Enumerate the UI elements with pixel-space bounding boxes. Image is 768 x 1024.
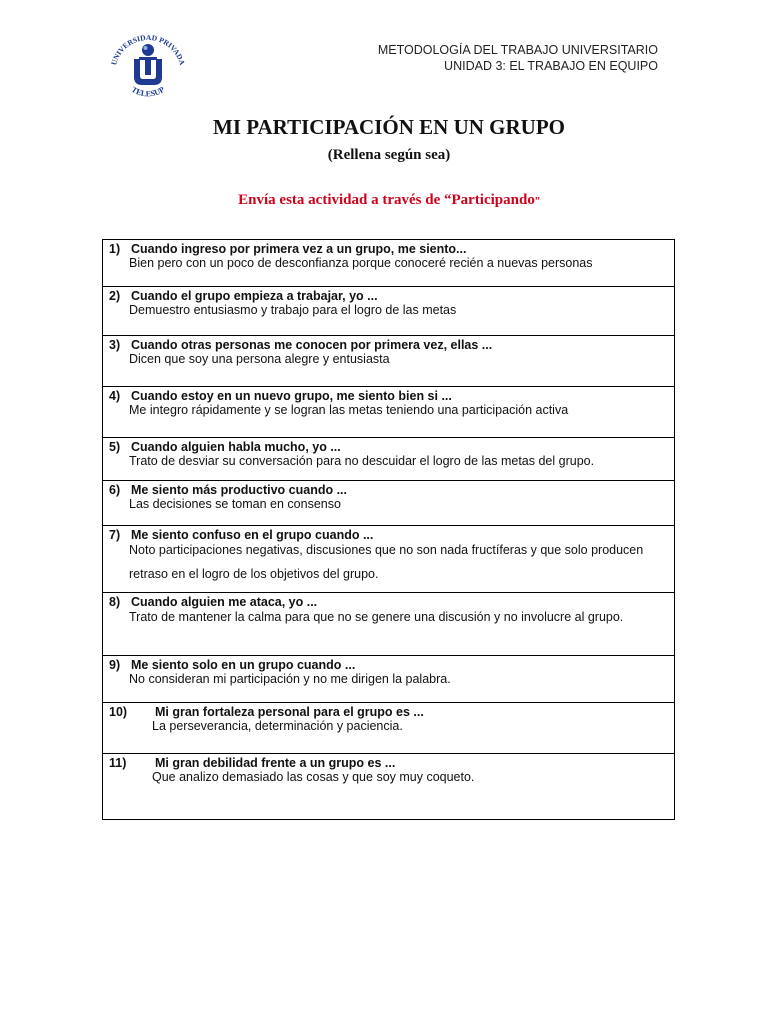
question <box>109 483 668 497</box>
answer-text: Las decisiones se toman en consenso <box>129 497 341 511</box>
question-text: Mi gran fortaleza personal para el grupo es ... <box>155 705 424 719</box>
question <box>109 389 668 403</box>
question <box>109 338 668 352</box>
submission-instruction <box>0 192 768 209</box>
question-cell <box>103 593 675 656</box>
question-number: 7) <box>109 528 121 542</box>
question-text: Cuando estoy en un nuevo grupo, me siento bien si ... <box>131 389 452 403</box>
table-row <box>103 593 675 656</box>
answer-text: Trato de desviar su conversación para no descuidar el logro de las metas del grupo. <box>129 454 595 468</box>
answer-text: Bien pero con un poco de desconfianza porque conoceré recién a nuevas personas <box>129 256 593 270</box>
answer-text: La perseverancia, determinación y paciencia. <box>152 719 403 733</box>
logo-text-top: UNIVERSIDAD PRIVADA <box>109 33 187 67</box>
svg-text:TELESUP <box>130 85 166 99</box>
answer-text: Demuestro entusiasmo y trabajo para el logro de las metas <box>129 303 457 317</box>
question-text: Mi gran debilidad frente a un grupo es ... <box>155 756 396 770</box>
question <box>109 440 668 454</box>
answer-text: Que analizo demasiado las cosas y que soy muy coqueto. <box>152 770 475 784</box>
question-number: 11) <box>109 756 127 770</box>
answer-text: No consideran mi participación y no me dirigen la palabra. <box>129 672 451 686</box>
question-cell <box>103 481 675 526</box>
question-cell <box>103 387 675 438</box>
question-text: Me siento solo en un grupo cuando ... <box>131 658 356 672</box>
question-number: 9) <box>109 658 121 672</box>
table-row <box>103 481 675 526</box>
question-cell <box>103 703 675 754</box>
question-text: Me siento más productivo cuando ... <box>131 483 348 497</box>
question-number: 1) <box>109 242 121 256</box>
course-name: METODOLOGÍA DEL TRABAJO UNIVERSITARIO <box>377 43 658 57</box>
table-row <box>103 438 675 481</box>
question-cell <box>103 287 675 336</box>
page-subtitle: (Rellena según sea) <box>327 147 451 163</box>
question-number: 4) <box>109 389 121 403</box>
question <box>109 242 668 256</box>
table-row <box>103 526 675 593</box>
question-cell <box>103 754 675 820</box>
question-text: Me siento confuso en el grupo cuando ... <box>131 528 374 542</box>
question <box>109 658 668 672</box>
question <box>109 705 668 719</box>
question-number: 5) <box>109 440 121 454</box>
table-row <box>103 703 675 754</box>
question-text: Cuando el grupo empieza a trabajar, yo ... <box>131 289 378 303</box>
question-cell <box>103 438 675 481</box>
university-logo <box>103 33 193 103</box>
question-text: Cuando alguien habla mucho, yo ... <box>131 440 341 454</box>
question-text: Cuando otras personas me conocen por primera vez, ellas ... <box>131 338 493 352</box>
question-cell <box>103 656 675 703</box>
question <box>109 289 668 303</box>
table-row <box>103 336 675 387</box>
page-title: MI PARTICIPACIÓN EN UN GRUPO <box>213 115 565 139</box>
answer-text: Trato de mantener la calma para que no se genere una discusión y no involucre al grupo. <box>129 610 624 624</box>
question-cell <box>103 526 675 593</box>
unit-name: UNIDAD 3: EL TRABAJO EN EQUIPO <box>444 59 658 73</box>
question-number: 8) <box>109 595 121 609</box>
document-header <box>378 42 658 74</box>
question-cell <box>103 336 675 387</box>
questionnaire-table <box>102 239 675 820</box>
instruction-text: Envía esta actividad a través de “Participando <box>238 192 535 208</box>
table-row <box>103 656 675 703</box>
question-cell <box>103 240 675 287</box>
answer-text: Dicen que soy una persona alegre y entusiasta <box>129 352 390 366</box>
question <box>109 756 668 770</box>
logo-text-bottom: TELESUP <box>129 84 167 99</box>
question-text: Cuando ingreso por primera vez a un grupo, me siento... <box>131 242 467 256</box>
answer-text: Me integro rápidamente y se logran las metas teniendo una participación activa <box>129 403 569 417</box>
table-row <box>103 387 675 438</box>
table-row <box>103 287 675 336</box>
instruction-quote-end: ” <box>534 196 540 207</box>
table-row <box>103 240 675 287</box>
question-number: 2) <box>109 289 121 303</box>
answer-text: Noto participaciones negativas, discusiones que no son nada fructíferas y que solo producen retraso en el logro de los objetivos del grupo. <box>129 543 644 581</box>
question-number: 3) <box>109 338 121 352</box>
question-number: 6) <box>109 483 121 497</box>
question-text: Cuando alguien me ataca, yo ... <box>131 595 318 609</box>
table-row <box>103 754 675 820</box>
question-number: 10) <box>109 705 128 719</box>
